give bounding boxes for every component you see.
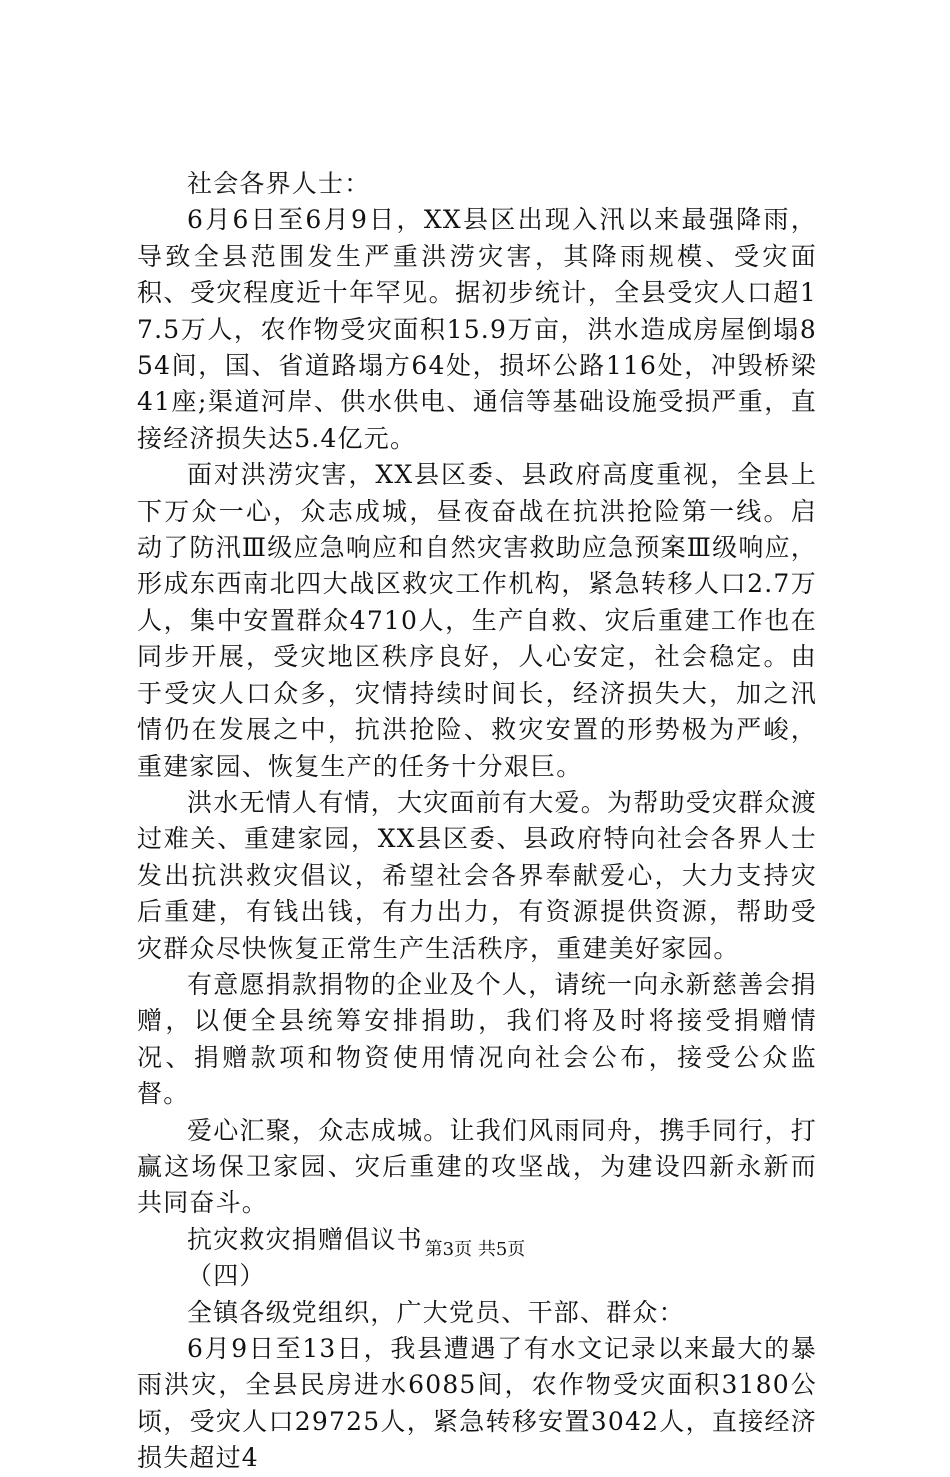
document-body (137, 166, 817, 1477)
paragraph-donation-instructions: 有意愿捐款捐物的企业及个人，请统一向永新慈善会捐赠，以便全县统筹安排捐助，我们将及时将接受捐赠情况、捐赠款项和物资使用情况向社会公布，接受公众监督。 (137, 969, 817, 1109)
section-title: 抗灾救灾捐赠倡议书 (187, 1224, 423, 1254)
salutation: 社会各界人士： (187, 169, 371, 198)
salutation-second: 全镇各级党组织，广大党员、干部、群众： (187, 1297, 685, 1327)
paragraph-closing: 爱心汇聚，众志成城。让我们风雨同舟，携手同行，打赢这场保卫家园、灾后重建的攻坚战，为建设四新永新而共同奋斗。 (137, 1115, 817, 1218)
section-number: （四） (187, 1261, 266, 1291)
paragraph-second-disaster: 6月9日至13日，我县遭遇了有水文记录以来最大的暴雨洪灾，全县民房进水6085间，农作物受灾面积3180公顷，受灾人口29725人，紧急转移安置3042人，直接经济损失超过4 (137, 1334, 817, 1473)
paragraph-disaster-overview: 6月6日至6月9日，XX县区出现入汛以来最强降雨，导致全县范围发生严重洪涝灾害，其降雨规模、受灾面积、受灾程度近十年罕见。据初步统计，全县受灾人口超17.5万人，农作物受灾面积15.9万亩，洪水造成房屋倒塌854间，国、省道路塌方64处，损坏公路116处，冲毁桥梁41座;渠道河岸、供水供电、通信等基础设施受损严重，直接经济损失达5.4亿元。 (137, 205, 817, 453)
paragraph-government-response: 面对洪涝灾害，XX县区委、县政府高度重视，全县上下万众一心，众志成城，昼夜奋战在抗洪抢险第一线。启动了防汛Ⅲ级应急响应和自然灾害救助应急预案Ⅲ级响应，形成东西南北四大战区救灾工作机构，紧急转移人口2.7万人，集中安置群众4710人，生产自救、灾后重建工作也在同步开展，受灾地区秩序良好，人心安定，社会稳定。由于受灾人口众多，灾情持续时间长，经济损失大，加之汛情仍在发展之中，抗洪抢险、救灾安置的形势极为严峻，重建家园、恢复生产的任务十分艰巨。 (137, 460, 817, 781)
page-footer: 第3页 共5页 (424, 1239, 526, 1260)
paragraph-appeal: 洪水无情人有情，大灾面前有大爱。为帮助受灾群众渡过难关、重建家园，XX县区委、县政府特向社会各界人士发出抗洪救灾倡议，希望社会各界奉献爱心，大力支持灾后重建，有钱出钱，有力出力，有资源提供资源，帮助受灾群众尽快恢复正常生产生活秩序，重建美好家园。 (137, 787, 817, 963)
